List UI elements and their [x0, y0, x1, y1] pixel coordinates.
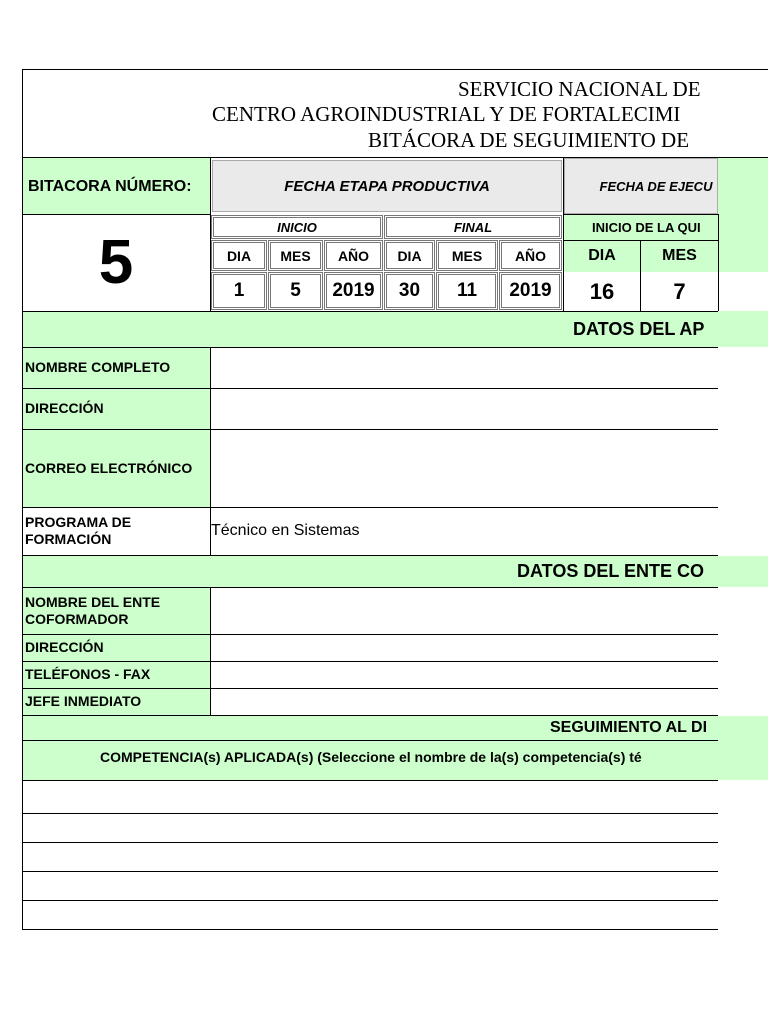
- ente-value-jefe[interactable]: [211, 688, 718, 715]
- header-line-2: CENTRO AGROINDUSTRIAL Y DE FORTALECIMI: [212, 102, 681, 126]
- aprendiz-label-nombre: NOMBRE COMPLETO: [22, 347, 210, 388]
- etapa-value-dia-final: 30: [384, 272, 435, 310]
- ejecucion-subtitle: [564, 214, 718, 240]
- bitacora-label: [22, 158, 210, 214]
- header-line-1: SERVICIO NACIONAL DE: [458, 77, 701, 101]
- ejecucion-col-dia: DIA: [588, 247, 616, 264]
- bitacora-label-text: BITACORA NÚMERO:: [28, 177, 192, 195]
- etapa-col-dia-final: DIA: [384, 240, 435, 271]
- aprendiz-section-title: DATOS DEL AP: [573, 319, 705, 339]
- ejecucion-title: FECHA DE EJECU: [599, 178, 713, 194]
- ejecucion-value-mes: 7: [673, 278, 686, 304]
- competencias-instruction: COMPETENCIA(s) APLICADA(s) (Seleccione el nombre de la(s) competencia(s) té: [100, 749, 642, 765]
- ente-value-telefonos[interactable]: [211, 661, 718, 688]
- ente-label-direccion: DIRECCIÓN: [22, 634, 210, 661]
- ejecucion-title-box: [564, 158, 718, 214]
- aprendiz-label-correo: CORREO ELECTRÓNICO: [22, 429, 210, 507]
- ente-label-nombre: [22, 587, 210, 634]
- etapa-final: FINAL: [384, 215, 562, 239]
- aprendiz-value-direccion[interactable]: [211, 388, 718, 429]
- ente-value-direccion[interactable]: [211, 634, 718, 661]
- etapa-value-ano-final: 2019: [499, 272, 562, 310]
- ente-label-jefe: JEFE INMEDIATO: [22, 688, 210, 715]
- ejecucion-subtitle-text: INICIO DE LA QUI: [592, 219, 701, 235]
- etapa-value-ano-inicio: 2019: [324, 272, 383, 310]
- etapa-inicio: INICIO: [211, 215, 383, 239]
- aprendiz-label-programa: PROGRAMA DE FORMACIÓN: [25, 514, 132, 547]
- ejecucion-value-dia: 16: [589, 278, 615, 304]
- ejecucion-col-mes: MES: [662, 247, 697, 264]
- aprendiz-value-nombre[interactable]: [211, 347, 718, 388]
- seguimiento-section-title: SEGUIMIENTO AL DI: [550, 719, 708, 736]
- etapa-value-mes-inicio: 5: [268, 272, 323, 310]
- etapa-title: FECHA ETAPA PRODUCTIVA: [212, 160, 562, 212]
- ente-value-nombre[interactable]: [211, 587, 718, 634]
- bitacora-number: 5: [98, 228, 134, 297]
- etapa-value-mes-final: 11: [436, 272, 498, 310]
- ente-label-telefonos: TELÉFONOS - FAX: [22, 661, 210, 688]
- etapa-value-dia-inicio: 1: [211, 272, 267, 310]
- competencia-row-3[interactable]: [22, 842, 718, 871]
- aprendiz-label-direccion: DIRECCIÓN: [22, 388, 210, 429]
- etapa-col-mes-inicio: MES: [268, 240, 323, 271]
- competencia-row-2[interactable]: [22, 813, 718, 842]
- etapa-col-ano-final: AÑO: [499, 240, 562, 271]
- ente-section-title: DATOS DEL ENTE CO: [517, 561, 705, 581]
- etapa-col-mes-final: MES: [436, 240, 498, 271]
- etapa-col-dia-inicio: DIA: [211, 240, 267, 271]
- competencia-row-1[interactable]: [22, 781, 718, 813]
- competencia-row-5[interactable]: [22, 900, 718, 929]
- etapa-col-ano-inicio: AÑO: [324, 240, 383, 271]
- aprendiz-value-programa[interactable]: Técnico en Sistemas: [211, 522, 360, 539]
- header-line-3: BITÁCORA DE SEGUIMIENTO DE: [368, 128, 690, 152]
- aprendiz-value-correo[interactable]: [211, 429, 718, 507]
- ente-label-nombre-text: NOMBRE DEL ENTE COFORMADOR: [25, 593, 161, 627]
- competencia-row-4[interactable]: [22, 871, 718, 900]
